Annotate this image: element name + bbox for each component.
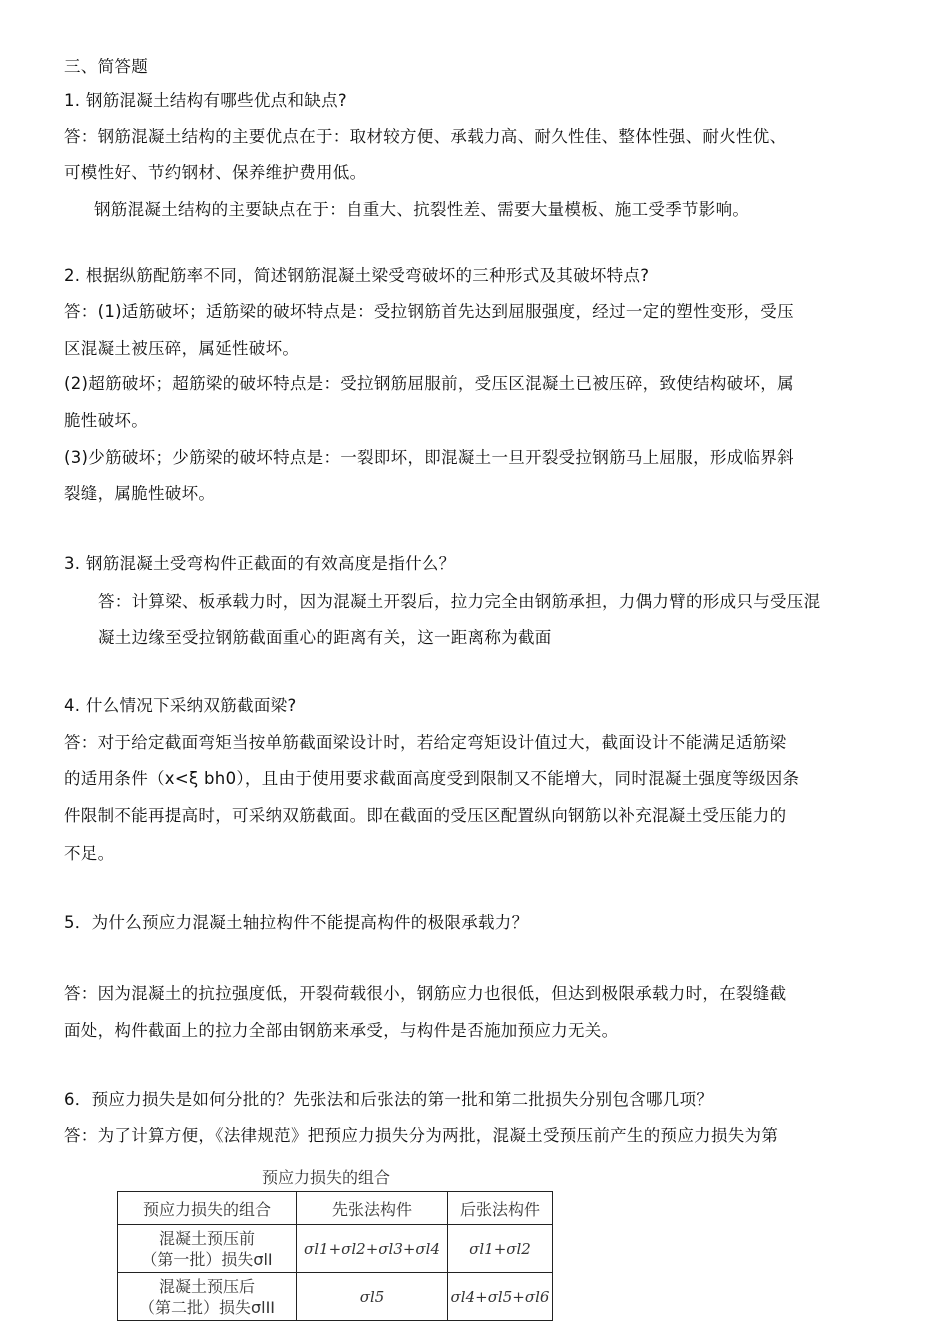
question-1: 1. 钢筋混凝土结构有哪些优点和缺点?: [64, 91, 347, 110]
answer-4-line-2: 的适用条件（x<ξ bh0），且由于使用要求截面高度受到限制又不能增大，同时混凝土强度等级因条: [64, 769, 800, 788]
header-posttension: 后张法构件: [448, 1192, 553, 1225]
question-2: 2. 根据纵筋配筋率不同，简述钢筋混凝土梁受弯破坏的三种形式及其破坏特点?: [64, 266, 650, 285]
row2-posttension-formula: σl4+σl5+σl6: [448, 1273, 553, 1321]
table-header-row: [118, 1192, 553, 1225]
row1-posttension-formula: σl1+σl2: [448, 1225, 553, 1273]
loss-table-caption: 预应力损失的组合: [262, 1168, 391, 1187]
answer-2-line-5: (3)少筋破坏；少筋梁的破坏特点是：一裂即坏，即混凝土一旦开裂受拉钢筋马上屈服，形成临界斜: [64, 448, 794, 467]
question-4: 4. 什么情况下采纳双筋截面梁?: [64, 696, 297, 715]
row2-label-line-2: （第二批）损失σlII: [138, 1297, 276, 1317]
answer-4-line-1: 答：对于给定截面弯矩当按单筋截面梁设计时，若给定弯矩设计值过大，截面设计不能满足适筋梁: [64, 733, 787, 752]
row1-pretension-formula: σl1+σl2+σl3+σl4: [297, 1225, 448, 1273]
header-pretension: 先张法构件: [297, 1192, 448, 1225]
answer-2-line-3: (2)超筋破坏；超筋梁的破坏特点是：受拉钢筋屈服前，受压区混凝土已被压碎，致使结构破坏，属: [64, 374, 794, 393]
answer-3-line-1: 答：计算梁、板承载力时，因为混凝土开裂后，拉力完全由钢筋承担，力偶力臂的形成只与受压混: [98, 592, 821, 611]
row1-label-line-1: 混凝土预压前: [158, 1228, 255, 1248]
answer-2-line-4: 脆性破坏。: [64, 411, 148, 430]
row1-label: [118, 1225, 297, 1273]
row2-label-line-1: 混凝土预压后: [158, 1276, 255, 1296]
answer-1-line-2: 可模性好、节约钢材、保养维护费用低。: [64, 163, 367, 182]
answer-6-line-1: 答：为了计算方便，《法律规范》把预应力损失分为两批，混凝土受预压前产生的预应力损失为第: [64, 1126, 779, 1145]
table-row: [118, 1273, 553, 1321]
answer-4-line-4: 不足。: [64, 844, 115, 863]
answer-1-line-1: 答：钢筋混凝土结构的主要优点在于：取材较方便、承载力高、耐久性佳、整体性强、耐火性优、: [64, 127, 787, 146]
answer-2-line-2: 区混凝土被压碎，属延性破坏。: [64, 339, 300, 358]
answer-5-line-1: 答：因为混凝土的抗拉强度低，开裂荷载很小，钢筋应力也很低，但达到极限承载力时，在裂缝截: [64, 984, 787, 1003]
answer-2-line-6: 裂缝，属脆性破坏。: [64, 484, 216, 503]
row2-label: [118, 1273, 297, 1321]
question-6: 6．预应力损失是如何分批的？先张法和后张法的第一批和第二批损失分别包含哪几项？: [64, 1090, 714, 1109]
answer-1-line-3: 钢筋混凝土结构的主要缺点在于：自重大、抗裂性差、需要大量模板、施工受季节影响。: [94, 200, 750, 219]
question-5: 5．为什么预应力混凝土轴拉构件不能提高构件的极限承载力？: [64, 913, 529, 932]
row1-label-line-2: （第一批）损失σlI: [141, 1249, 273, 1269]
loss-table: [117, 1191, 553, 1321]
answer-2-line-1: 答：(1)适筋破坏；适筋梁的破坏特点是：受拉钢筋首先达到屈服强度，经过一定的塑性变形，受压: [64, 302, 794, 321]
row2-pretension-formula: σl5: [297, 1273, 448, 1321]
answer-4-line-3: 件限制不能再提高时，可采纳双筋截面。即在截面的受压区配置纵向钢筋以补充混凝土受压能力的: [64, 806, 787, 825]
header-combination: 预应力损失的组合: [118, 1192, 297, 1225]
answer-3-line-2: 凝土边缘至受拉钢筋截面重心的距离有关，这一距离称为截面: [98, 628, 552, 647]
section-title: 三、简答题: [64, 57, 148, 76]
question-3: 3. 钢筋混凝土受弯构件正截面的有效高度是指什么？: [64, 554, 456, 573]
answer-5-line-2: 面处，构件截面上的拉力全部由钢筋来承受，与构件是否施加预应力无关。: [64, 1021, 619, 1040]
table-row: [118, 1225, 553, 1273]
